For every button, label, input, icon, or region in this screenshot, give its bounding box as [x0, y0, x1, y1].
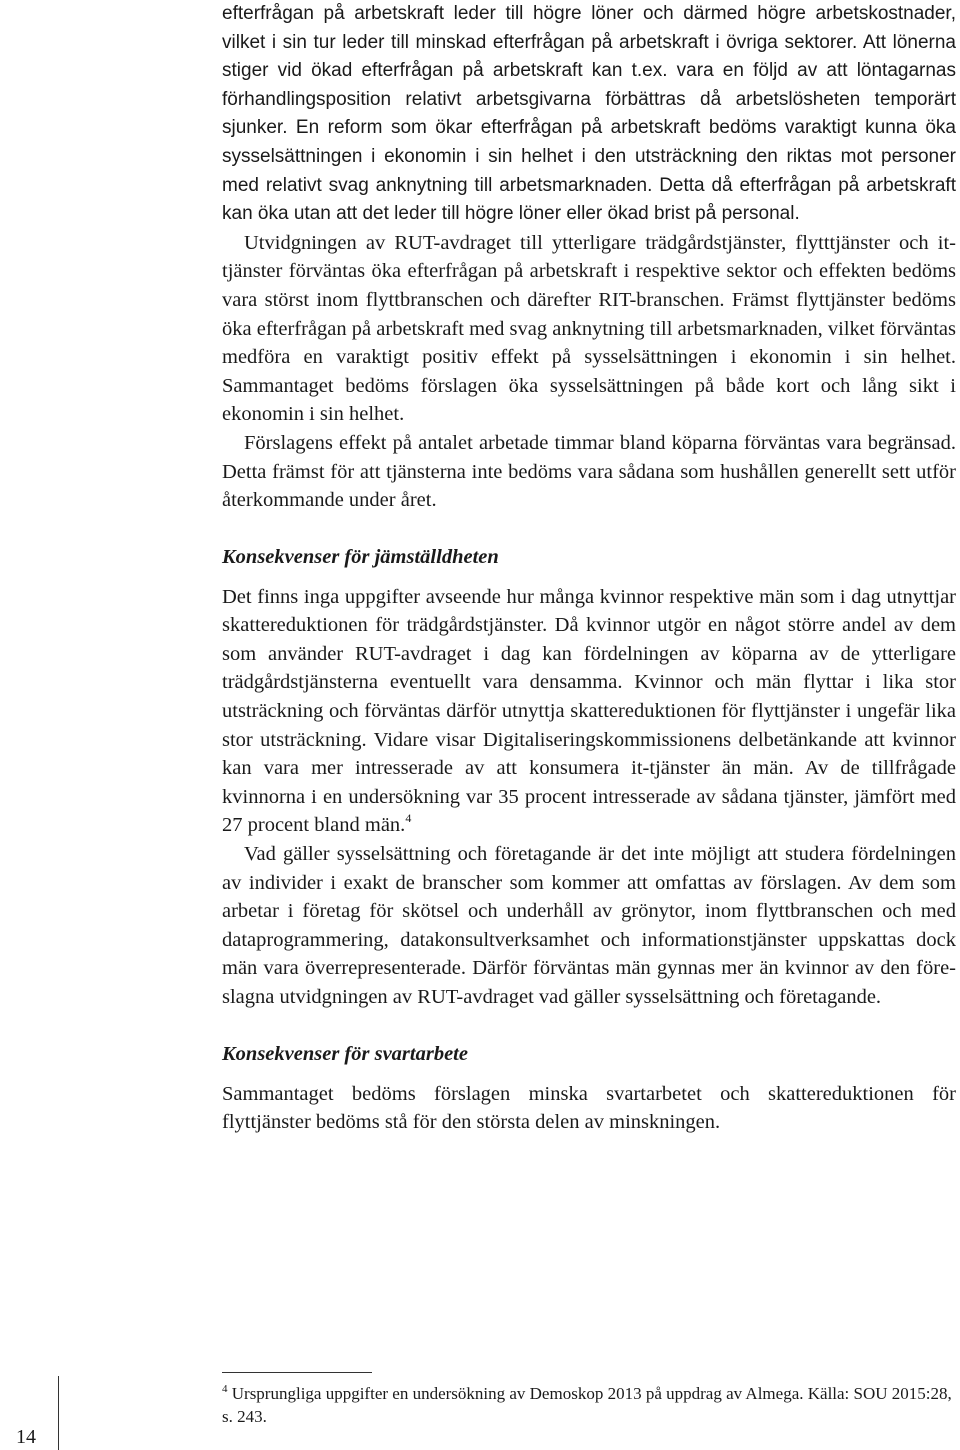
footnote: [222, 1382, 956, 1428]
footnote-text: Ursprungliga uppgifter en undersökning av Demoskop 2013 på uppdrag av Almega. Källa: SOU 2015:28, s. 243.: [222, 1384, 952, 1426]
footnote-number: 4: [222, 1383, 228, 1395]
body-paragraph-2: Utvidgningen av RUT-avdraget till ytterligare trädgårdstjänster, flytttjänster och it-tjänster förväntas öka efterfrågan på arbetskraft i respektive sektor och effekten bedöms vara störst inom flyttbranschen och därefter RIT-branschen. Främst flyttjänster bedöms öka efterfrågan på arbetskraft med svag anknytning till arbetsmarknaden, vilket förväntas medföra en varaktigt positiv effekt på sysselsättningen i ekonomin i sin helhet. Sammantaget bedöms förslagen öka sysselsättningen på både kort och lång sikt i ekonomin i sin helhet.: [222, 231, 956, 426]
body-paragraph-3: Förslagens effekt på antalet arbetade timmar bland köparna förväntas vara begränsad. Detta främst för att tjänsterna inte bedöms vara sådana som hushållen generellt sett utför återkommande under året.: [222, 431, 956, 512]
footnote-divider: [222, 1372, 372, 1373]
gender-paragraph-1: [222, 583, 956, 840]
body-paragraph-1: efterfrågan på arbetskraft leder till högre löner och därmed högre arbetskostnader, vilket i sin tur leder till minskad efterfrågan på arbetskraft i övriga sektorer. Att lönerna stiger vid ökad efterfrågan på arbetskraft kan t.ex. vara en följd av att löntagarnas förhandlingsposition relativt arbetsgivarna förbättras då arbetslösheten temporärt sjunker. En reform som ökar efterfrågan på arbetskraft bedöms varaktigt kunna öka sysselsättningen i ekonomin i sin helhet i den utsträckning den riktas mot personer med relativt svag anknytning till arbetsmarknaden. Detta då efterfrågan på arbetskraft kan öka utan att det leder till högre löner eller ökad brist på personal.: [222, 3, 956, 225]
section-heading-black-work: Konsekvenser för svartarbete: [222, 1042, 468, 1065]
gender-paragraph-1-text: Det finns inga uppgifter avseende hur många kvinnor respektive män som i dag utnyttjar skattereduktionen för trädgårdstjänster. Då kvinnor utgör en något större andel av dem som använder RUT-avdraget i dag kan fördelningen av köparna av de ytterligare trädgårdstjänsterna eventuellt vara densamma. Kvinnor och män flyttar i lika stor utsträckning och förväntas därför utnyttja skattereduktionen för flyttjänster i ungefär lika stor utsträckning. Vidare visar Digitaliseringskommissionens delbetänkande att kvinnor kan vara mer intresserade av att konsumera it-tjänster än män. Av de tillfrågade kvinnorna i en undersökning var 35 procent intresserade av sådana tjänster, jämfört med 27 procent bland män.: [222, 585, 956, 837]
black-work-paragraph-1: Sammantaget bedöms förslagen minska svartarbetet och skattereduktionen för flyttjänster bedöms stå för den största delen av minskningen.: [222, 1082, 956, 1134]
margin-divider: [58, 1376, 59, 1450]
footnote-reference[interactable]: 4: [405, 811, 412, 826]
gender-paragraph-2: Vad gäller sysselsättning och företagande är det inte möjligt att studera fördelningen av individer i exakt de branscher som kommer att omfattas av förslagen. Av dem som arbetar i företag för skötsel och underhåll av grönytor, inom flyttbranschen och med dataprogrammering, datakonsultverksamhet och informationstjänster uppskattas dock män vara överrepresenterade. Därför förväntas män gynnas mer än kvinnor av den föreslagna utvidgningen av RUT-avdraget vad gäller sysselsättning och företagande.: [222, 843, 956, 1008]
page-number: 14: [16, 1426, 36, 1448]
document-page: [222, 0, 956, 1137]
section-heading-gender: Konsekvenser för jämställdheten: [222, 545, 499, 568]
